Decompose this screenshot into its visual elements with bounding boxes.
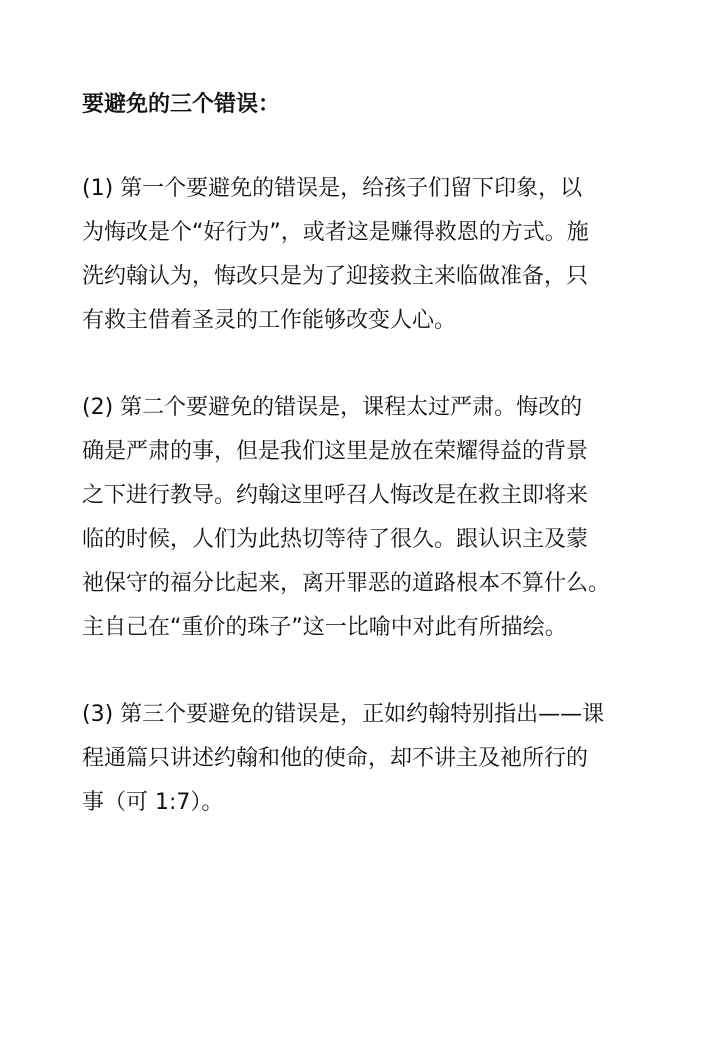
paragraph-line: 祂保守的福分比起来，离开罪恶的道路根本不算什么。 <box>82 571 611 596</box>
paragraph-line: (3) 第三个要避免的错误是，正如约翰特别指出——课 <box>82 702 605 727</box>
paragraph-line: 主自己在“重价的珠子”这一比喻中对此有所描绘。 <box>82 615 567 640</box>
paragraph-line: 程通篇只讲述约翰和他的使命，却不讲主及祂所行的 <box>82 746 589 771</box>
document-page <box>82 86 662 868</box>
paragraph-2 <box>82 386 662 650</box>
paragraph-line: (1) 第一个要避免的错误是，给孩子们留下印象，以 <box>82 176 583 201</box>
heading: 要避免的三个错误： <box>82 92 281 117</box>
paragraph-line: 临的时候，人们为此热切等待了很久。跟认识主及蒙 <box>82 527 589 552</box>
paragraph-line: 确是严肃的事，但是我们这里是放在荣耀得益的背景 <box>82 439 589 464</box>
paragraph-1 <box>82 167 662 343</box>
paragraph-3 <box>82 693 662 825</box>
paragraph-line: 有救主借着圣灵的工作能够改变人心。 <box>82 308 457 333</box>
paragraph-line: 之下进行教导。约翰这里呼召人悔改是在救主即将来 <box>82 483 589 508</box>
paragraph-line: 洗约翰认为，悔改只是为了迎接救主来临做准备，只 <box>82 264 589 289</box>
paragraph-line: (2) 第二个要避免的错误是，课程太过严肃。悔改的 <box>82 395 583 420</box>
paragraph-line: 为悔改是个“好行为”，或者这是赚得救恩的方式。施 <box>82 220 589 245</box>
paragraph-line: 事（可 1:7）。 <box>82 790 224 815</box>
